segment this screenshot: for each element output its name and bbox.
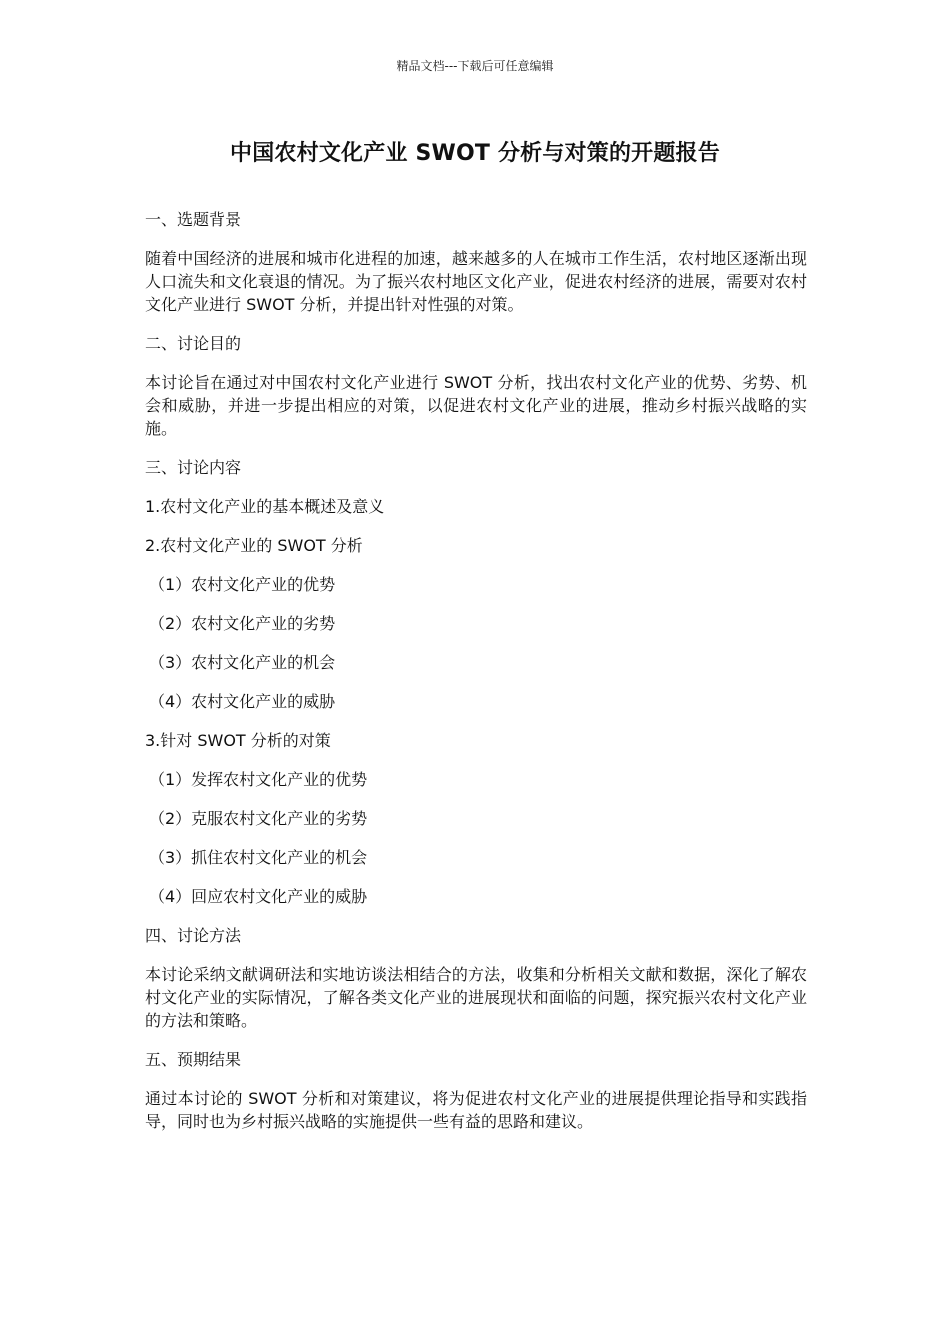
section-text-purpose: 本讨论旨在通过对中国农村文化产业进行 SWOT 分析，找出农村文化产业的优势、劣势、机会和威胁，并进一步提出相应的对策，以促进农村文化产业的进展，推动乡村振兴战略的实施。 <box>145 373 807 438</box>
document-title: 中国农村文化产业 SWOT 分析与对策的开题报告 <box>230 141 720 166</box>
list-item: （3）农村文化产业的机会 <box>149 653 336 672</box>
header-note: 精品文档---下载后可任意编辑 <box>396 59 554 73</box>
list-item: （1）发挥农村文化产业的优势 <box>149 770 368 789</box>
list-item: （4）回应农村文化产业的威胁 <box>149 887 368 906</box>
list-item: （4）农村文化产业的威胁 <box>149 692 336 711</box>
list-item: 1.农村文化产业的基本概述及意义 <box>145 497 385 516</box>
list-item: 3.针对 SWOT 分析的对策 <box>145 731 331 750</box>
list-item: （2）农村文化产业的劣势 <box>149 614 336 633</box>
section-heading-background: 一、选题背景 <box>145 210 242 229</box>
section-heading-purpose: 二、讨论目的 <box>145 334 242 353</box>
list-item: （3）抓住农村文化产业的机会 <box>149 848 368 867</box>
section-text-background: 随着中国经济的进展和城市化进程的加速，越来越多的人在城市工作生活，农村地区逐渐出现人口流失和文化衰退的情况。为了振兴农村地区文化产业，促进农村经济的进展，需要对农村文化产业进行 SWOT 分析，并提出针对性强的对策。 <box>145 249 807 314</box>
list-item: （1）农村文化产业的优势 <box>149 575 336 594</box>
section-text-expected-results: 通过本讨论的 SWOT 分析和对策建议，将为促进农村文化产业的进展提供理论指导和实践指导，同时也为乡村振兴战略的实施提供一些有益的思路和建议。 <box>145 1089 807 1131</box>
document-body <box>145 208 807 1133</box>
section-heading-content: 三、讨论内容 <box>145 458 242 477</box>
list-item: （2）克服农村文化产业的劣势 <box>149 809 368 828</box>
section-heading-expected-results: 五、预期结果 <box>145 1050 242 1069</box>
section-text-method: 本讨论采纳文献调研法和实地访谈法相结合的方法，收集和分析相关文献和数据，深化了解农村文化产业的实际情况，了解各类文化产业的进展现状和面临的问题，探究振兴农村文化产业的方法和策略。 <box>145 965 807 1030</box>
section-heading-method: 四、讨论方法 <box>145 926 242 945</box>
list-item: 2.农村文化产业的 SWOT 分析 <box>145 536 363 555</box>
